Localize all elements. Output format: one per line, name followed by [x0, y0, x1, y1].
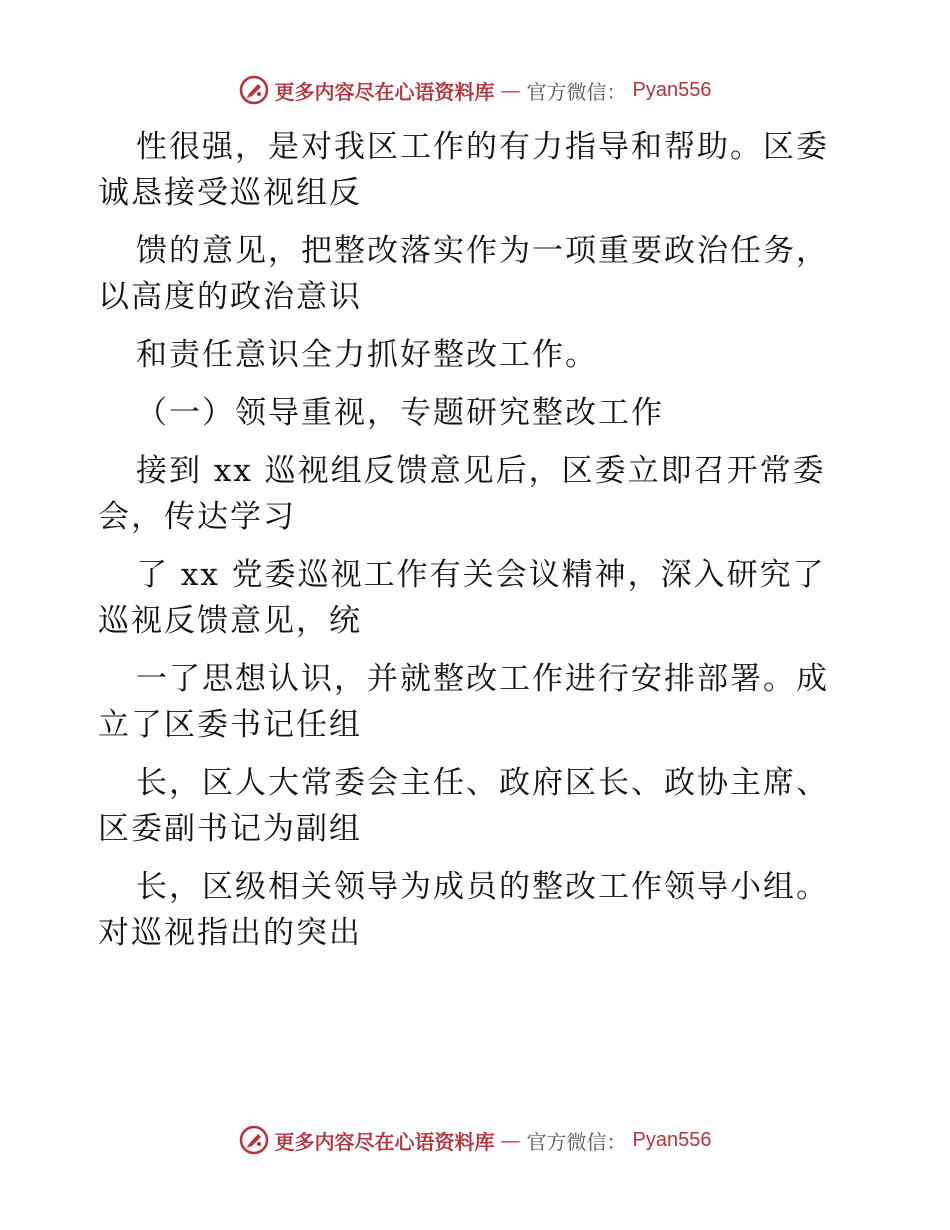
paragraph-line: 馈的意见，把整改落实作为一项重要政治任务，	[136, 233, 829, 269]
paragraph-line: 了 xx 党委巡视工作有关会议精神，深入研究了	[136, 557, 826, 593]
footer-brand-text: 更多内容尽在心语资料库	[274, 1129, 495, 1154]
header-brand-text: 更多内容尽在心语资料库	[274, 79, 495, 104]
paragraph-line: 对巡视指出的突出	[98, 915, 362, 951]
paragraph-line: 会，传达学习	[98, 499, 296, 535]
paragraph-line: 区委副书记为副组	[98, 811, 362, 847]
header-watermark	[0, 70, 950, 110]
footer-wechat-id: Pyan556	[632, 1128, 712, 1151]
brand-logo-icon	[239, 75, 269, 105]
section-heading: （一）领导重视，专题研究整改工作	[136, 395, 664, 431]
paragraph-line: 诚恳接受巡视组反	[98, 175, 362, 211]
footer-dash: —	[500, 1128, 521, 1152]
header-wechat-id: Pyan556	[632, 78, 712, 101]
header-wechat-label: 官方微信：	[526, 79, 627, 104]
footer-watermark	[0, 1120, 950, 1160]
paragraph-line: 以高度的政治意识	[98, 279, 362, 315]
paragraph-line: 长，区级相关领导为成员的整改工作领导小组。	[136, 869, 829, 905]
paragraph-line: 接到 xx 巡视组反馈意见后，区委立即召开常委	[136, 453, 826, 489]
body-text	[98, 124, 858, 968]
paragraph-line: 立了区委书记任组	[98, 707, 362, 743]
paragraph-line: 一了思想认识，并就整改工作进行安排部署。成	[136, 661, 829, 697]
paragraph-line: 性很强，是对我区工作的有力指导和帮助。区委	[136, 129, 829, 165]
brand-logo-icon	[239, 1125, 269, 1155]
header-dash: —	[500, 78, 521, 102]
paragraph-line: 巡视反馈意见，统	[98, 603, 362, 639]
paragraph-line: 和责任意识全力抓好整改工作。	[136, 337, 598, 373]
footer-wechat-label: 官方微信：	[526, 1129, 627, 1154]
paragraph-line: 长，区人大常委会主任、政府区长、政协主席、	[136, 765, 829, 801]
